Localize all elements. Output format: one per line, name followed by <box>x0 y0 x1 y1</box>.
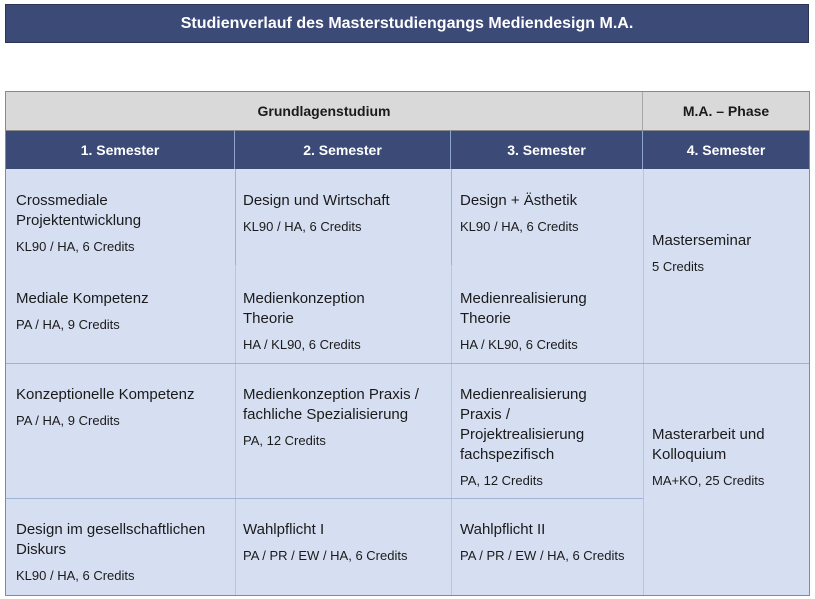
semester-header-2 <box>235 130 451 169</box>
col-divider-1b <box>235 265 236 595</box>
col-divider-1 <box>235 169 236 265</box>
module-detail: PA / HA, 9 Credits <box>16 413 120 428</box>
module-s4-masterarbeit <box>652 425 802 489</box>
module-s2-design-wirtschaft <box>243 191 445 235</box>
module-name: Wahlpflicht II <box>460 521 546 538</box>
semester-label-3: 3. Semester <box>507 142 586 158</box>
module-s4-masterseminar <box>652 231 802 275</box>
module-detail: PA, 12 Credits <box>460 473 543 488</box>
semester-label-4: 4. Semester <box>686 142 766 158</box>
module-name: Masterseminar <box>652 232 752 249</box>
col-divider-2 <box>451 169 452 265</box>
phase-header-ma <box>643 92 809 130</box>
module-name: Medienkonzeption Theorie <box>243 290 365 327</box>
module-detail: 5 Credits <box>652 259 705 274</box>
module-s3-medienrealisierung-praxis <box>460 385 620 489</box>
col-divider-3 <box>643 169 644 595</box>
semester-header-3 <box>451 130 643 169</box>
module-detail: KL90 / HA, 6 Credits <box>243 219 362 234</box>
row-divider-2 <box>6 498 643 499</box>
module-s2-medienkonzeption-theorie <box>243 289 403 353</box>
module-detail: KL90 / HA, 6 Credits <box>16 239 135 254</box>
module-s2-wahlpflicht-1 <box>243 520 445 564</box>
module-s1-design-diskurs <box>16 520 228 584</box>
module-s1-mediale-kompetenz <box>16 289 228 333</box>
phase-header-grundlagen <box>6 92 643 130</box>
module-name: Crossmediale Projektentwicklung <box>16 192 142 229</box>
module-detail: HA / KL90, 6 Credits <box>243 337 361 352</box>
module-s3-design-aesthetik <box>460 191 638 235</box>
module-s3-wahlpflicht-2 <box>460 520 640 564</box>
module-name: Medienrealisierung Praxis / Projektrealisierung fachspezifisch <box>460 386 587 463</box>
module-detail: KL90 / HA, 6 Credits <box>460 219 579 234</box>
module-detail: MA+KO, 25 Credits <box>652 473 765 488</box>
semester-header-4 <box>643 130 809 169</box>
curriculum-table <box>5 91 810 596</box>
module-s1-crossmedial <box>16 191 228 255</box>
semester-header-1 <box>6 130 235 169</box>
module-name: Medienrealisierung Theorie <box>460 290 587 327</box>
row-divider-1 <box>6 363 809 364</box>
module-detail: PA / PR / EW / HA, 6 Credits <box>243 548 408 563</box>
page-title <box>5 4 809 43</box>
module-s3-medienrealisierung-theorie <box>460 289 638 353</box>
module-s2-medienkonzeption-praxis <box>243 385 445 449</box>
module-name: Mediale Kompetenz <box>16 290 149 307</box>
page-title-text: Studienverlauf des Masterstudiengangs Mediendesign M.A. <box>180 14 634 32</box>
module-name: Konzeptionelle Kompetenz <box>16 386 195 403</box>
module-name: Wahlpflicht I <box>243 521 325 538</box>
module-name: Design + Ästhetik <box>460 192 578 209</box>
module-detail: PA / PR / EW / HA, 6 Credits <box>460 548 625 563</box>
module-name: Design im gesellschaftlichen Diskurs <box>16 521 206 558</box>
module-detail: PA / HA, 9 Credits <box>16 317 120 332</box>
module-detail: KL90 / HA, 6 Credits <box>16 568 135 583</box>
module-detail: PA, 12 Credits <box>243 433 326 448</box>
module-s1-konzeptionelle-kompetenz <box>16 385 231 429</box>
phase-label-grundlagen: Grundlagenstudium <box>257 103 391 119</box>
module-name: Masterarbeit und Kolloquium <box>652 426 765 463</box>
phase-label-ma: M.A. – Phase <box>682 103 770 119</box>
semester-label-2: 2. Semester <box>303 142 382 158</box>
module-detail: HA / KL90, 6 Credits <box>460 337 578 352</box>
module-name: Medienkonzeption Praxis / fachliche Spezialisierung <box>243 386 419 423</box>
col-divider-2b <box>451 265 452 595</box>
module-name: Design und Wirtschaft <box>243 192 390 209</box>
semester-label-1: 1. Semester <box>80 142 160 158</box>
